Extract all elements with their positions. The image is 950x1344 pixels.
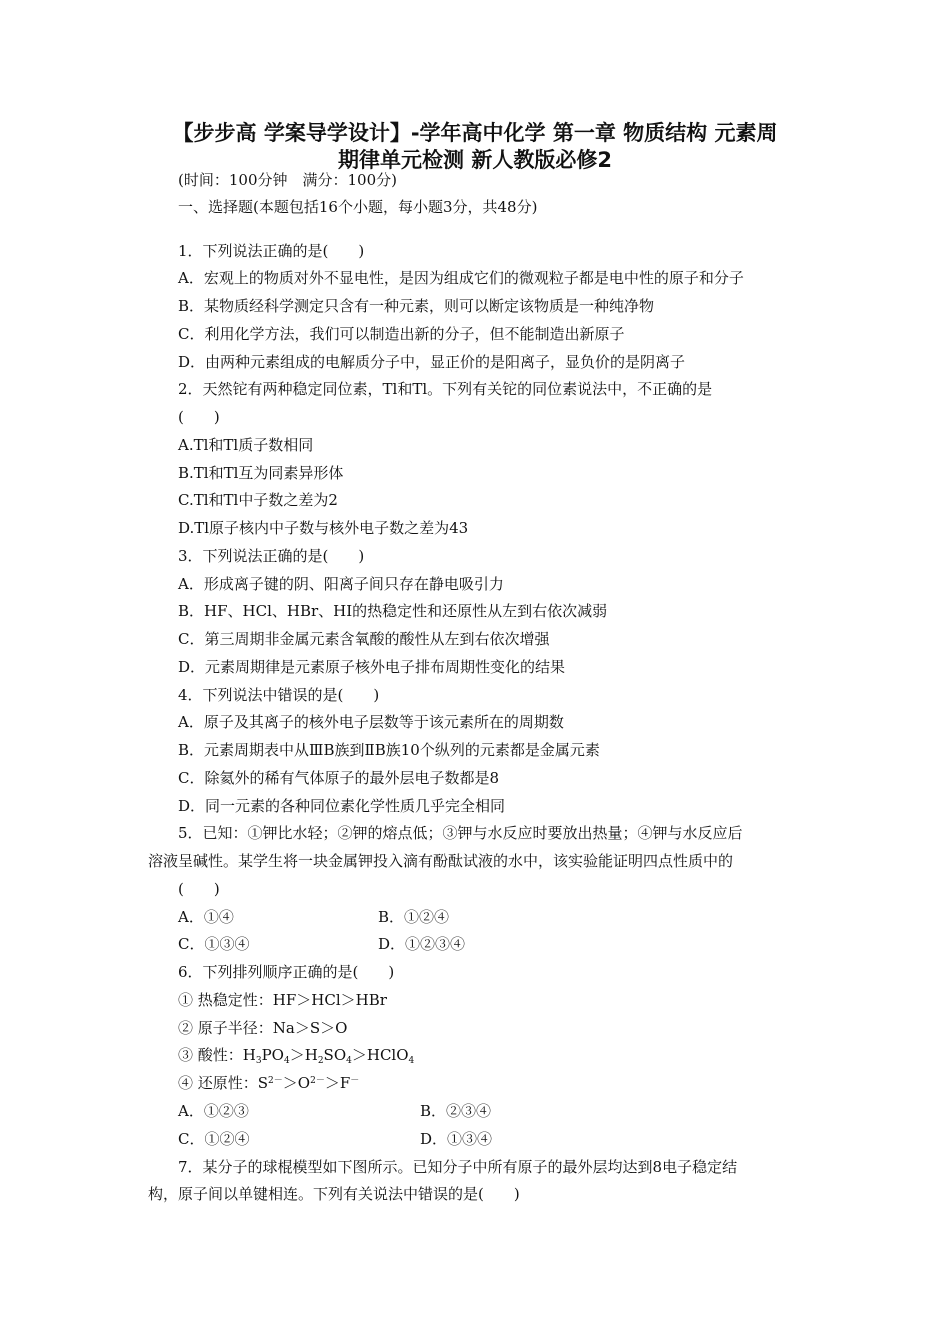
q2-option-d: D.Tl原子核内中子数与核外电子数之差为43	[178, 519, 469, 537]
q1-option-a: A．宏观上的物质对外不显电性，是因为组成它们的微观粒子都是电中性的原子和分子	[178, 269, 744, 287]
q7-stem-line-2: 构，原子间以单键相连。下列有关说法中错误的是( )	[148, 1185, 520, 1203]
q2-option-b: B.Tl和Tl互为同素异形体	[178, 464, 344, 482]
q6-s4-mid: ＞O	[282, 1074, 311, 1092]
q5-stem-line-1: 5．已知：①钾比水轻；②钾的熔点低；③钾与水反应时要放出热量；④钾与水反应后	[178, 824, 743, 842]
section-heading: 一、选择题(本题包括16个小题，每小题3分，共48分)	[178, 198, 538, 216]
q2-option-c: C.Tl和Tl中子数之差为2	[178, 491, 338, 509]
q6-s3-h: ＞H	[289, 1046, 318, 1064]
q6-s4-label: ④ 还原性：S	[178, 1074, 269, 1092]
q6-option-b: B．②③④	[420, 1102, 492, 1120]
q1-option-d: D．由两种元素组成的电解质分子中，显正价的是阳离子，显负价的是阴离子	[178, 353, 686, 371]
q6-stem: 6．下列排列顺序正确的是( )	[178, 963, 395, 981]
q6-s3-sub-4b: 4	[346, 1056, 352, 1066]
q5-option-c: C．①③④	[178, 935, 250, 953]
q6-statement-3	[178, 1045, 414, 1065]
q1-option-c: C．利用化学方法，我们可以制造出新的分子，但不能制造出新原子	[178, 325, 625, 343]
q6-s3-po: PO	[261, 1046, 284, 1064]
q6-s3-rest: ＞HClO	[351, 1046, 409, 1064]
q2-option-a: A.Tl和Tl质子数相同	[178, 436, 314, 454]
q6-statement-2: ② 原子半径：Na＞S＞O	[178, 1019, 348, 1037]
q2-stem: 2．天然铊有两种稳定同位素，Tl和Tl。下列有关铊的同位素说法中，不正确的是	[178, 380, 713, 398]
q6-s3-sub-4c: 4	[408, 1056, 415, 1066]
q3-stem: 3．下列说法正确的是( )	[178, 547, 365, 565]
q6-s3-sub-2: 2	[317, 1056, 324, 1066]
q5-option-a: A．①④	[178, 908, 234, 926]
title-line-2: 期律单元检测 新人教版必修2	[338, 148, 612, 172]
q3-option-b: B．HF、HCl、HBr、HI的热稳定性和还原性从左到右依次减弱	[178, 602, 608, 620]
exam-meta: (时间：100分钟 满分：100分)	[178, 171, 397, 189]
document-title	[140, 120, 810, 174]
q6-s3-sub-4a: 4	[283, 1056, 290, 1066]
q7-stem-line-1: 7．某分子的球棍模型如下图所示。已知分子中所有原子的最外层均达到8电子稳定结	[178, 1158, 738, 1176]
q6-option-c: C．①②④	[178, 1130, 250, 1148]
q4-stem: 4．下列说法中错误的是( )	[178, 686, 380, 704]
q1-option-b: B．某物质经科学测定只含有一种元素，则可以断定该物质是一种纯净物	[178, 297, 655, 315]
q6-option-a: A．①②③	[178, 1102, 249, 1120]
q6-s4-sup-3: －	[350, 1076, 360, 1086]
q4-option-c: C．除氦外的稀有气体原子的最外层电子数都是8	[178, 769, 500, 787]
title-line-1: 【步步高 学案导学设计】-学年高中化学 第一章 物质结构 元素周	[172, 121, 778, 145]
q5-answer-paren: ( )	[178, 880, 220, 898]
q6-s3-sub-3: 3	[255, 1056, 262, 1066]
q3-option-a: A．形成离子键的阴、阳离子间只存在静电吸引力	[178, 575, 504, 593]
q6-s3-label: ③ 酸性：H	[178, 1046, 256, 1064]
q3-option-d: D．元素周期律是元素原子核外电子排布周期性变化的结果	[178, 658, 566, 676]
q6-s4-f: ＞F	[324, 1074, 351, 1092]
q1-stem: 1．下列说法正确的是( )	[178, 242, 365, 260]
q6-statement-4	[178, 1073, 359, 1093]
q6-statement-1: ① 热稳定性：HF＞HCl＞HBr	[178, 991, 387, 1009]
q5-option-b: B．①②④	[378, 908, 450, 926]
q2-answer-paren: ( )	[178, 408, 220, 426]
q6-option-d: D．①③④	[420, 1130, 493, 1148]
q4-option-b: B．元素周期表中从ⅢB族到ⅡB族10个纵列的元素都是金属元素	[178, 741, 600, 759]
q5-option-d: D．①②③④	[378, 935, 466, 953]
q6-s4-sup-2: 2－	[310, 1076, 325, 1086]
q5-stem-line-2: 溶液呈碱性。某学生将一块金属钾投入滴有酚酞试液的水中，该实验能证明四点性质中的	[148, 852, 734, 870]
q4-option-d: D．同一元素的各种同位素化学性质几乎完全相同	[178, 797, 506, 815]
q6-s4-sup-1: 2－	[268, 1076, 283, 1086]
q3-option-c: C．第三周期非金属元素含氧酸的酸性从左到右依次增强	[178, 630, 550, 648]
q6-s3-so: SO	[323, 1046, 347, 1064]
q4-option-a: A．原子及其离子的核外电子层数等于该元素所在的周期数	[178, 713, 564, 731]
